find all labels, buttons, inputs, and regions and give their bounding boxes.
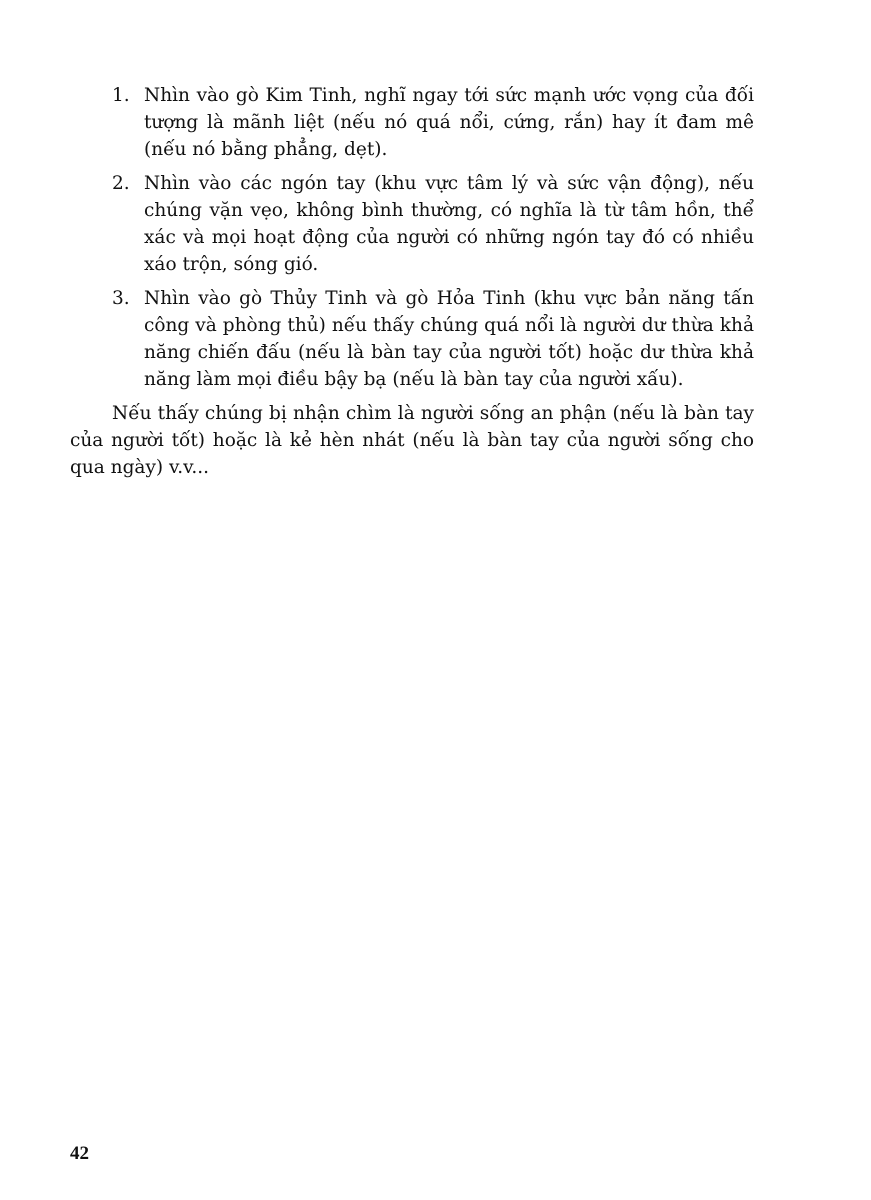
list-item-text: Nhìn vào gò Kim Tinh, nghĩ ngay tới sức mạnh ước vọng của đối tượng là mãnh liệt (nếu nó quá nổi, cứng, rắn) hay ít đam mê (nếu nó bằng phẳng, dẹt).	[144, 85, 754, 160]
list-item-text: Nhìn vào gò Thủy Tinh và gò Hỏa Tinh (khu vực bản năng tấn công và phòng thủ) nếu thấy chúng quá nổi là người dư thừa khả năng chiến đấu (nếu là bàn tay của người tốt) hoặc dư thừa khả năng làm mọi điều bậy bạ (nếu là bàn tay của người xấu).	[144, 288, 754, 390]
page-content	[70, 82, 754, 481]
list-item	[112, 285, 754, 393]
list-item-number: 1.	[112, 85, 130, 106]
list-item	[112, 82, 754, 163]
body-paragraph: Nếu thấy chúng bị nhận chìm là người sống an phận (nếu là bàn tay của người tốt) hoặc là kẻ hèn nhát (nếu là bàn tay của người sống cho qua ngày) v.v...	[70, 403, 754, 478]
list-item	[112, 170, 754, 278]
page-number: 42	[70, 1143, 89, 1164]
list-item-number: 2.	[112, 173, 130, 194]
numbered-list	[112, 82, 754, 393]
list-item-number: 3.	[112, 288, 130, 309]
list-item-text: Nhìn vào các ngón tay (khu vực tâm lý và sức vận động), nếu chúng vặn vẹo, không bình thường, có nghĩa là từ tâm hồn, thể xác và mọi hoạt động của người có những ngón tay đó có nhiều xáo trộn, sóng gió.	[144, 173, 754, 275]
